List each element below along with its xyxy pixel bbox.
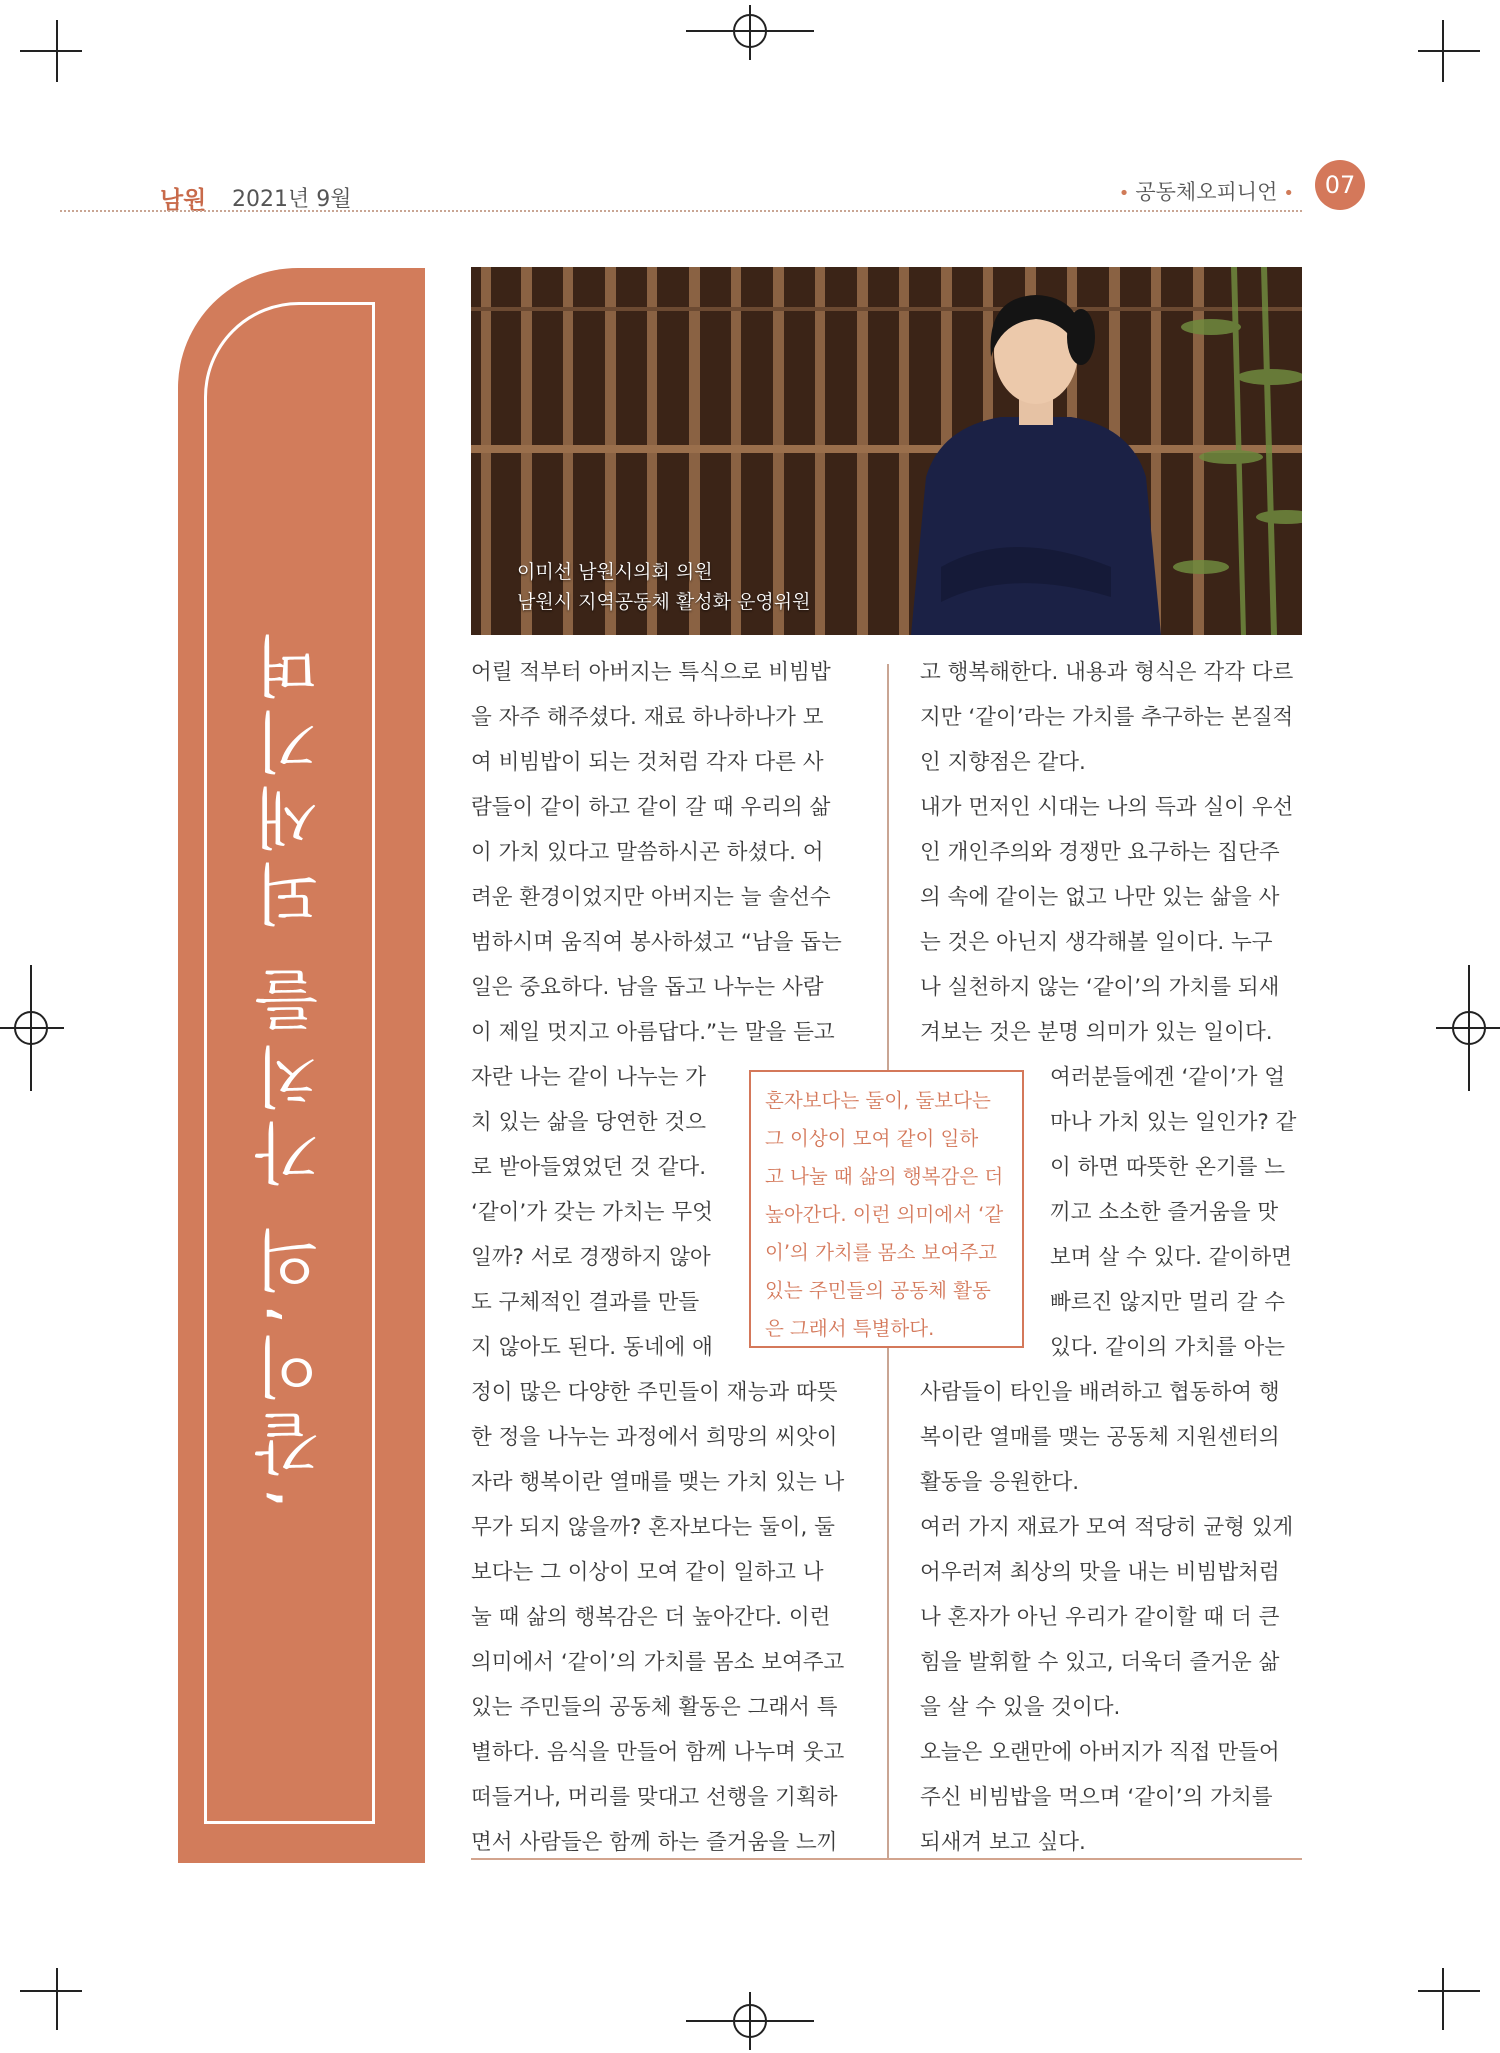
text-line: 무가 되지 않을까? 혼자보다는 둘이, 둘 [471,1515,835,1540]
photo-caption [517,557,810,617]
text-line: 여러 가지 재료가 모여 적당히 균형 있게 [920,1515,1294,1540]
text-line: 인 개인주의와 경쟁만 요구하는 집단주 [920,840,1280,865]
quote-line: 혼자보다는 둘이, 둘보다는 [765,1089,991,1112]
quote-line: 은 그래서 특별하다. [765,1317,935,1340]
text-line: 내가 먼저인 시대는 나의 득과 실이 우선 [920,795,1294,820]
header-divider [60,210,1302,212]
bullet-icon: • [1118,183,1130,204]
section-label [1113,176,1300,206]
text-line: 되새겨 보고 싶다. [920,1830,1086,1855]
text-line: 지 않아도 된다. 동네에 애 [471,1335,713,1360]
text-line: 끼고 소소한 즐거움을 맛 [1050,1200,1279,1225]
text-line: 복이란 열매를 맺는 공동체 지원센터의 [920,1425,1280,1450]
text-line: 여 비빔밥이 되는 것처럼 각자 다른 사 [471,750,824,775]
text-line: 로 받아들였었던 것 같다. [471,1155,707,1180]
text-line: 려운 환경이었지만 아버지는 늘 솔선수 [471,885,831,910]
text-line: 사람들이 타인을 배려하고 협동하여 행 [920,1380,1280,1405]
text-line: 의 속에 같이는 없고 나만 있는 삶을 사 [920,885,1280,910]
magazine-logo: 남원 [160,185,207,214]
text-line: 의미에서 ‘같이’의 가치를 몸소 보여주고 [471,1650,845,1675]
text-line: 이 하면 따뜻한 온기를 느 [1050,1155,1286,1180]
quote-line: 이’의 가치를 몸소 보여주고 [765,1241,998,1264]
bottom-rule [471,1858,1302,1860]
text-line: 면서 사람들은 함께 하는 즐거움을 느끼 [471,1830,838,1855]
text-line: 여러분들에겐 ‘같이’가 얼 [1050,1065,1286,1090]
text-line: 나 실천하지 않는 ‘같이’의 가치를 되새 [920,975,1280,1000]
quote-line: 있는 주민들의 공동체 활동 [765,1279,991,1302]
text-line: 치 있는 삶을 당연한 것으 [471,1110,707,1135]
section-name: 공동체오피니언 [1135,180,1278,204]
title-panel [178,268,425,1863]
text-line: 람들이 같이 하고 같이 갈 때 우리의 삶 [471,795,831,820]
text-line: 을 자주 해주셨다. 재료 하나하나가 모 [471,705,824,730]
text-line: 보다는 그 이상이 모여 같이 일하고 나 [471,1560,824,1585]
text-line: 도 구체적인 결과를 만들 [471,1290,700,1315]
bullet-icon: • [1283,183,1294,204]
quote-line: 그 이상이 모여 같이 일하 [765,1127,979,1150]
text-line: 자라 행복이란 열매를 맺는 가치 있는 나 [471,1470,845,1495]
text-line: 고 행복해한다. 내용과 형식은 각각 다르 [920,660,1294,685]
text-line: 있다. 같이의 가치를 아는 [1050,1335,1286,1360]
text-line: 떠들거나, 머리를 맞대고 선행을 기획하 [471,1785,838,1810]
text-line: 겨보는 것은 분명 의미가 있는 일이다. [920,1020,1273,1045]
text-line: 는 것은 아닌지 생각해볼 일이다. 누구 [920,930,1273,955]
quote-line: 높아간다. 이런 의미에서 ‘같 [765,1203,1004,1226]
text-line: 힘을 발휘할 수 있고, 더욱더 즐거운 삶 [920,1650,1280,1675]
text-line: 오늘은 오랜만에 아버지가 직접 만들어 [920,1740,1280,1765]
title-frame [204,302,375,1824]
text-line: ‘같이’가 갖는 가치는 무엇 [471,1200,713,1225]
quote-line: 고 나눌 때 삶의 행복감은 더 [765,1165,1004,1188]
text-line: 눌 때 삶의 행복감은 더 높아간다. 이런 [471,1605,831,1630]
caption-name: 이미선 남원시의회 의원 [517,561,713,583]
article-title: ‘같이’의 가치를 되새기며 [254,624,331,1508]
text-line: 주신 비빔밥을 먹으며 ‘같이’의 가치를 [920,1785,1273,1810]
text-line: 한 정을 나누는 과정에서 희망의 씨앗이 [471,1425,838,1450]
text-line: 지만 ‘같이’라는 가치를 추구하는 본질적 [920,705,1294,730]
text-line: 빠르진 않지만 멀리 갈 수 [1050,1290,1286,1315]
text-line: 이 제일 멋지고 아름답다.”는 말을 듣고 [471,1020,835,1045]
text-line: 정이 많은 다양한 주민들이 재능과 따뜻 [471,1380,838,1405]
text-line: 범하시며 움직여 봉사하셨고 “남을 돕는 [471,930,842,955]
text-line: 있는 주민들의 공동체 활동은 그래서 특 [471,1695,838,1720]
text-line: 마나 가치 있는 일인가? 같 [1050,1110,1297,1135]
text-line: 나 혼자가 아닌 우리가 같이할 때 더 큰 [920,1605,1280,1630]
text-line: 별하다. 음식을 만들어 함께 나누며 웃고 [471,1740,845,1765]
text-line: 을 살 수 있을 것이다. [920,1695,1121,1720]
text-line: 어릴 적부터 아버지는 특식으로 비빔밥 [471,660,831,685]
text-line: 일까? 서로 경쟁하지 않아 [471,1245,711,1270]
text-line: 어우러져 최상의 맛을 내는 비빔밥처럼 [920,1560,1280,1585]
text-line: 이 가치 있다고 말씀하시곤 하셨다. 어 [471,840,824,865]
text-line: 자란 나는 같이 나누는 가 [471,1065,707,1090]
text-line: 보며 살 수 있다. 같이하면 [1050,1245,1292,1270]
portrait-photo [471,267,1302,635]
text-line: 활동을 응원한다. [920,1470,1080,1495]
issue-date: 2021년 9월 [232,187,352,212]
text-line: 인 지향점은 같다. [920,750,1086,775]
page-number-badge: 07 [1315,160,1365,210]
text-line: 일은 중요하다. 남을 돕고 나누는 사람 [471,975,824,1000]
caption-role: 남원시 지역공동체 활성화 운영위원 [517,591,811,613]
pull-quote [749,1070,1024,1348]
